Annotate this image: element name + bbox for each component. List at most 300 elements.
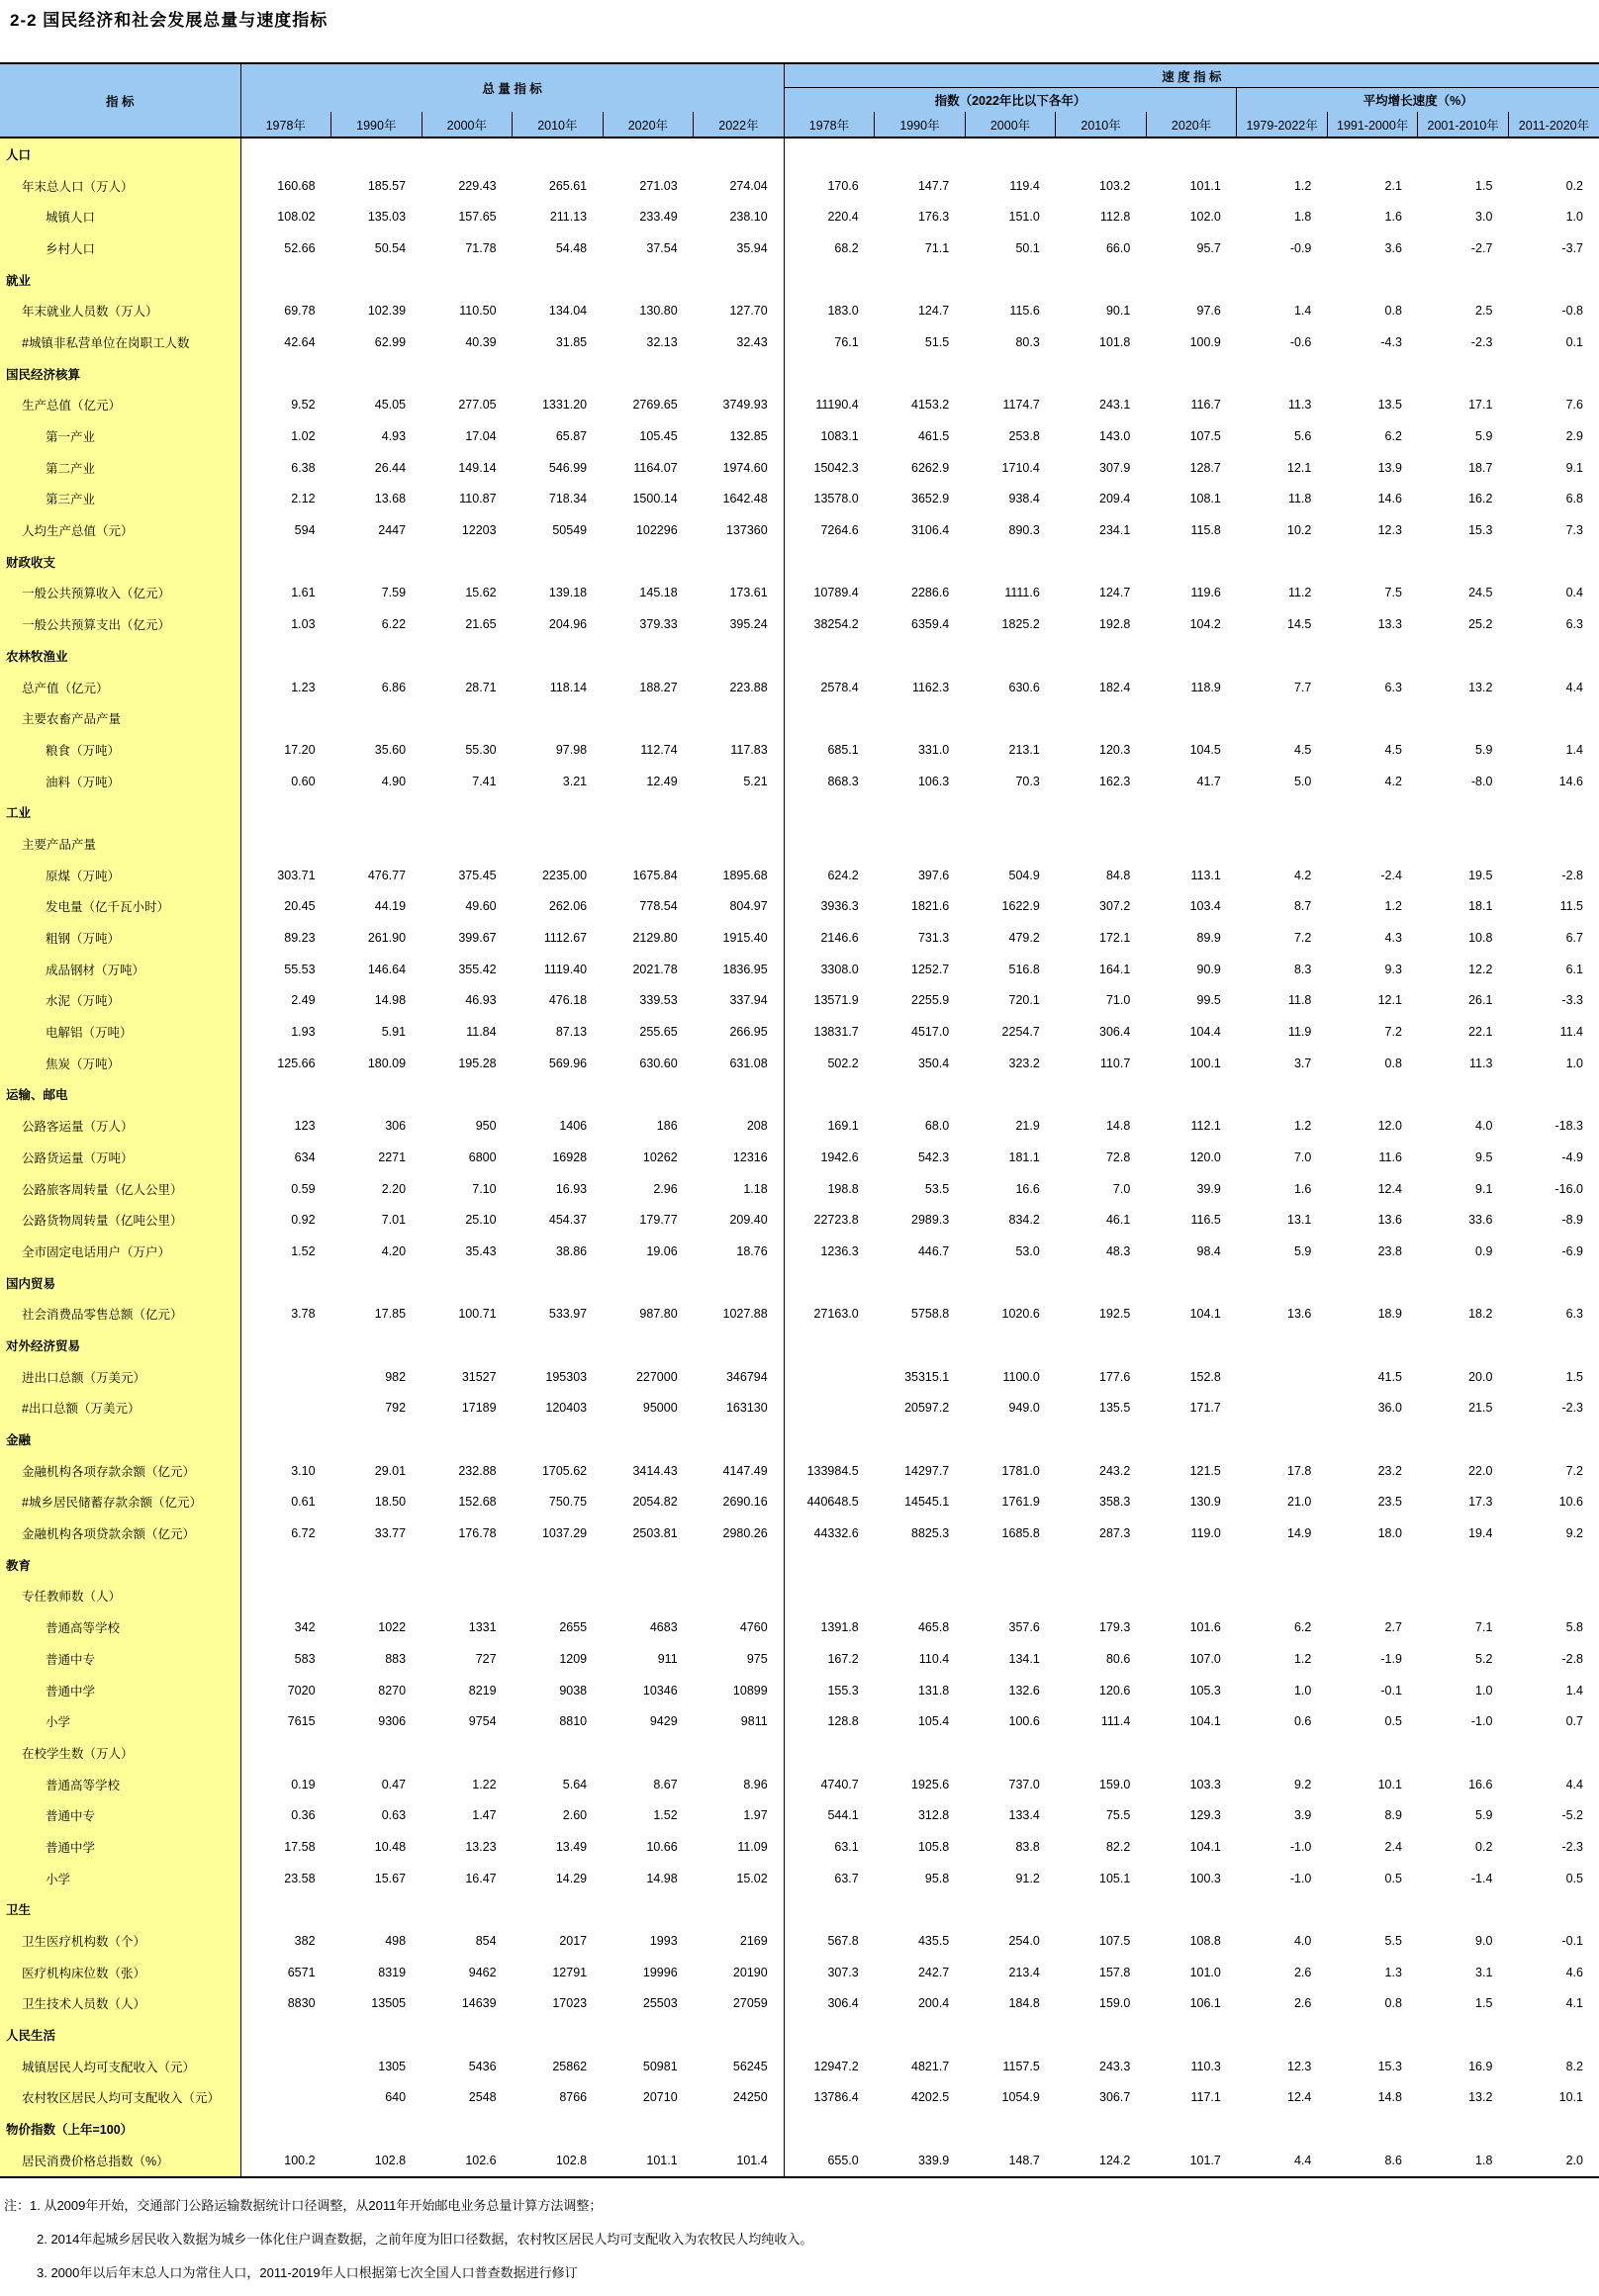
value-cell: 8270	[331, 1675, 423, 1706]
value-cell: 95000	[603, 1393, 694, 1424]
value-cell: 1.4	[1508, 734, 1599, 766]
value-cell: 11.2	[1237, 578, 1328, 609]
value-cell: 262.06	[513, 891, 604, 923]
value-cell: 1.5	[1508, 1361, 1599, 1393]
value-cell: 1500.14	[603, 484, 694, 515]
value-cell: 11.8	[1237, 985, 1328, 1017]
value-cell: 12.0	[1327, 1110, 1418, 1142]
indicator-label: 普通中学	[0, 1831, 240, 1863]
year-header: 2020年	[603, 112, 694, 138]
value-cell	[965, 2113, 1056, 2145]
value-cell: 7020	[240, 1675, 331, 1706]
value-cell: 938.4	[965, 484, 1056, 515]
value-cell: 5.9	[1418, 734, 1509, 766]
value-cell	[240, 358, 331, 390]
value-cell: 355.42	[422, 954, 513, 985]
value-cell: 3.1	[1418, 1957, 1509, 1988]
value-cell: 38.86	[513, 1236, 604, 1267]
value-cell: 10.1	[1508, 2082, 1599, 2114]
table-row	[0, 828, 1599, 860]
value-cell: 121.5	[1146, 1455, 1237, 1487]
value-cell: 50981	[603, 2051, 694, 2082]
value-cell: 14.5	[1237, 608, 1328, 640]
value-cell: 0.4	[1508, 578, 1599, 609]
value-cell: 7.0	[1237, 1142, 1328, 1173]
value-cell: 39.9	[1146, 1173, 1237, 1205]
value-cell	[1146, 796, 1237, 828]
value-cell: 4.4	[1508, 672, 1599, 703]
value-cell: 1.4	[1508, 1675, 1599, 1706]
value-cell: 13.5	[1327, 390, 1418, 421]
value-cell: 0.5	[1508, 1863, 1599, 1894]
value-cell: 0.92	[240, 1204, 331, 1236]
value-cell: 5436	[422, 2051, 513, 2082]
indicator-label: 年末总人口（万人）	[0, 170, 240, 202]
value-cell	[1327, 1079, 1418, 1111]
value-cell	[603, 1737, 694, 1769]
value-cell: -2.3	[1508, 1831, 1599, 1863]
value-cell: 137360	[694, 514, 785, 546]
value-cell	[1327, 1424, 1418, 1455]
value-cell	[784, 1393, 875, 1424]
value-cell: 1993	[603, 1925, 694, 1957]
value-cell	[694, 264, 785, 296]
value-cell	[1418, 1330, 1509, 1361]
value-cell: 2271	[331, 1142, 423, 1173]
value-cell: 13505	[331, 1988, 423, 2020]
value-cell: 16.6	[965, 1173, 1056, 1205]
table-row	[0, 2145, 1599, 2177]
value-cell: 13786.4	[784, 2082, 875, 2114]
value-cell: 25862	[513, 2051, 604, 2082]
value-cell: 5.64	[513, 1769, 604, 1800]
value-cell	[240, 828, 331, 860]
header-speed-group: 速 度 指 标	[784, 63, 1599, 88]
value-cell: 950	[422, 1110, 513, 1142]
value-cell: 229.43	[422, 170, 513, 202]
table-row	[0, 232, 1599, 264]
value-cell	[603, 1079, 694, 1111]
table-row	[0, 452, 1599, 484]
value-cell: 103.2	[1056, 170, 1147, 202]
value-cell: 4.20	[331, 1236, 423, 1267]
value-cell	[1508, 358, 1599, 390]
value-cell: 9462	[422, 1957, 513, 1988]
value-cell: 179.77	[603, 1204, 694, 1236]
value-cell: 4.5	[1237, 734, 1328, 766]
value-cell: 20710	[603, 2082, 694, 2114]
value-cell: 25503	[603, 1988, 694, 2020]
value-cell: 16.9	[1418, 2051, 1509, 2082]
value-cell: 949.0	[965, 1393, 1056, 1424]
value-cell: 2254.7	[965, 1016, 1056, 1048]
value-cell: 209.40	[694, 1204, 785, 1236]
value-cell: 24250	[694, 2082, 785, 2114]
value-cell	[603, 796, 694, 828]
value-cell	[1418, 358, 1509, 390]
value-cell: -0.1	[1508, 1925, 1599, 1957]
indicator-label: 成品钢材（万吨）	[0, 954, 240, 985]
value-cell	[1237, 1267, 1328, 1299]
value-cell: 5.2	[1418, 1643, 1509, 1675]
value-cell: 192.8	[1056, 608, 1147, 640]
value-cell	[1146, 828, 1237, 860]
value-cell: 2017	[513, 1925, 604, 1957]
value-cell	[784, 358, 875, 390]
value-cell: 11.3	[1237, 390, 1328, 421]
value-cell: 11.6	[1327, 1142, 1418, 1173]
table-row	[0, 1643, 1599, 1675]
indicator-label: 原煤（万吨）	[0, 860, 240, 891]
value-cell: 181.1	[965, 1142, 1056, 1173]
value-cell: 110.4	[875, 1643, 966, 1675]
value-cell	[965, 138, 1056, 170]
value-cell: 55.53	[240, 954, 331, 985]
value-cell: 112.74	[603, 734, 694, 766]
value-cell: 685.1	[784, 734, 875, 766]
value-cell	[603, 1894, 694, 1926]
value-cell: 68.0	[875, 1110, 966, 1142]
value-cell: 20190	[694, 1957, 785, 1988]
value-cell	[240, 1581, 331, 1612]
value-cell: -0.1	[1327, 1675, 1418, 1706]
value-cell: 11.8	[1237, 484, 1328, 515]
value-cell	[513, 1267, 604, 1299]
value-cell	[965, 1737, 1056, 1769]
value-cell: 533.97	[513, 1298, 604, 1330]
value-cell: 15.67	[331, 1863, 423, 1894]
value-cell	[422, 138, 513, 170]
indicator-label: 城镇人口	[0, 201, 240, 232]
value-cell	[1237, 358, 1328, 390]
value-cell: 395.24	[694, 608, 785, 640]
value-cell: 4.2	[1237, 860, 1328, 891]
value-cell: 8219	[422, 1675, 513, 1706]
value-cell: 397.6	[875, 860, 966, 891]
value-cell	[1327, 546, 1418, 578]
value-cell	[875, 796, 966, 828]
value-cell: 4740.7	[784, 1769, 875, 1800]
page-title: 2-2 国民经济和社会发展总量与速度指标	[10, 11, 329, 30]
value-cell: 18.7	[1418, 452, 1509, 484]
value-cell	[331, 1581, 423, 1612]
value-cell: 105.4	[875, 1705, 966, 1737]
value-cell: 65.87	[513, 420, 604, 452]
value-cell: 4.0	[1418, 1110, 1509, 1142]
value-cell: 110.87	[422, 484, 513, 515]
value-cell: 29.01	[331, 1455, 423, 1487]
table-row	[0, 1204, 1599, 1236]
value-cell: 128.7	[1146, 452, 1237, 484]
indicator-label: 社会消费品零售总额（亿元）	[0, 1298, 240, 1330]
indicator-label: 乡村人口	[0, 232, 240, 264]
value-cell: 0.9	[1418, 1236, 1509, 1267]
value-cell: 159.0	[1056, 1769, 1147, 1800]
value-cell: 655.0	[784, 2145, 875, 2177]
value-cell: 104.1	[1146, 1705, 1237, 1737]
value-cell: 111.4	[1056, 1705, 1147, 1737]
value-cell	[875, 546, 966, 578]
value-cell: 1.93	[240, 1016, 331, 1048]
table-row	[0, 1925, 1599, 1957]
value-cell: 18.2	[1418, 1298, 1509, 1330]
value-cell	[1056, 640, 1147, 672]
value-cell: 399.67	[422, 922, 513, 954]
indicator-label: 专任教师数（人）	[0, 1581, 240, 1612]
value-cell	[1418, 264, 1509, 296]
value-cell	[1327, 358, 1418, 390]
value-cell: 120.0	[1146, 1142, 1237, 1173]
value-cell	[965, 702, 1056, 734]
value-cell: -3.7	[1508, 232, 1599, 264]
category-row	[0, 264, 1599, 296]
value-cell	[603, 1267, 694, 1299]
value-cell: 103.3	[1146, 1769, 1237, 1800]
value-cell: 102.0	[1146, 201, 1237, 232]
value-cell: 2.0	[1508, 2145, 1599, 2177]
value-cell: 1164.07	[603, 452, 694, 484]
value-cell: 10262	[603, 1142, 694, 1173]
value-cell	[694, 640, 785, 672]
value-cell: 134.04	[513, 295, 604, 326]
value-cell: 718.34	[513, 484, 604, 515]
header-index-group: 指数（2022年比以下各年）	[784, 88, 1237, 113]
value-cell	[875, 358, 966, 390]
value-cell: 1111.6	[965, 578, 1056, 609]
value-cell: 41.5	[1327, 1361, 1418, 1393]
value-cell: 2.12	[240, 484, 331, 515]
value-cell: 200.4	[875, 1988, 966, 2020]
value-cell: 27059	[694, 1988, 785, 2020]
indicator-label: 粮食（万吨）	[0, 734, 240, 766]
value-cell: 46.1	[1056, 1204, 1147, 1236]
value-cell: 3308.0	[784, 954, 875, 985]
value-cell	[603, 1330, 694, 1361]
value-cell: 208	[694, 1110, 785, 1142]
value-cell	[240, 1079, 331, 1111]
value-cell: 188.27	[603, 672, 694, 703]
indicator-label: 工业	[0, 796, 240, 828]
table-row	[0, 766, 1599, 797]
value-cell: 1.2	[1327, 891, 1418, 923]
value-cell: 133984.5	[784, 1455, 875, 1487]
value-cell: 98.4	[1146, 1236, 1237, 1267]
value-cell	[1418, 546, 1509, 578]
value-cell: 274.04	[694, 170, 785, 202]
value-cell: 6.2	[1327, 420, 1418, 452]
value-cell: 1.8	[1418, 2145, 1509, 2177]
table-row	[0, 2082, 1599, 2114]
value-cell: 53.0	[965, 1236, 1056, 1267]
value-cell: 119.6	[1146, 578, 1237, 609]
value-cell: 143.0	[1056, 420, 1147, 452]
value-cell: 331.0	[875, 734, 966, 766]
value-cell	[603, 546, 694, 578]
value-cell: 211.13	[513, 201, 604, 232]
value-cell	[1146, 1737, 1237, 1769]
value-cell	[875, 138, 966, 170]
value-cell: 31527	[422, 1361, 513, 1393]
value-cell	[875, 1079, 966, 1111]
indicator-label: 第三产业	[0, 484, 240, 515]
value-cell: 49.60	[422, 891, 513, 923]
table-row	[0, 1517, 1599, 1549]
value-cell: 104.1	[1146, 1831, 1237, 1863]
value-cell: 435.5	[875, 1925, 966, 1957]
value-cell: 17.3	[1418, 1487, 1509, 1518]
value-cell: 0.60	[240, 766, 331, 797]
indicator-label: 卫生	[0, 1894, 240, 1926]
value-cell: 7.1	[1418, 1611, 1509, 1643]
value-cell: 1331.20	[513, 390, 604, 421]
value-cell: 9.2	[1508, 1517, 1599, 1549]
indicator-label: 人均生产总值（元）	[0, 514, 240, 546]
value-cell: 171.7	[1146, 1393, 1237, 1424]
value-cell: 20.0	[1418, 1361, 1509, 1393]
value-cell: -2.3	[1418, 326, 1509, 358]
category-row	[0, 1330, 1599, 1361]
value-cell: 69.78	[240, 295, 331, 326]
value-cell: 6262.9	[875, 452, 966, 484]
value-cell	[1237, 796, 1328, 828]
value-cell: 323.2	[965, 1048, 1056, 1079]
value-cell: 303.71	[240, 860, 331, 891]
value-cell: 546.99	[513, 452, 604, 484]
value-cell: 254.0	[965, 1925, 1056, 1957]
value-cell: 101.6	[1146, 1611, 1237, 1643]
value-cell: 4153.2	[875, 390, 966, 421]
value-cell: 15.62	[422, 578, 513, 609]
value-cell	[1418, 640, 1509, 672]
value-cell: 476.18	[513, 985, 604, 1017]
value-cell	[1146, 640, 1237, 672]
indicator-label: 总产值（亿元）	[0, 672, 240, 703]
value-cell	[875, 1549, 966, 1581]
value-cell: 8.67	[603, 1769, 694, 1800]
value-cell	[240, 1737, 331, 1769]
value-cell	[1237, 546, 1328, 578]
value-cell: 1.8	[1237, 201, 1328, 232]
value-cell: 3.21	[513, 766, 604, 797]
value-cell: 0.36	[240, 1799, 331, 1831]
value-cell: 854	[422, 1925, 513, 1957]
value-cell: 2054.82	[603, 1487, 694, 1518]
value-cell: 1.22	[422, 1769, 513, 1800]
value-cell: 180.09	[331, 1048, 423, 1079]
value-cell	[422, 2019, 513, 2051]
value-cell	[784, 1894, 875, 1926]
value-cell: 4.93	[331, 420, 423, 452]
indicator-label: 物价指数（上年=100）	[0, 2113, 240, 2145]
indicator-label: 公路货运量（万吨）	[0, 1142, 240, 1173]
value-cell: 804.97	[694, 891, 785, 923]
value-cell: 48.3	[1056, 1236, 1147, 1267]
value-cell: 0.19	[240, 1769, 331, 1800]
category-row	[0, 640, 1599, 672]
value-cell: 640	[331, 2082, 423, 2114]
value-cell: 1.18	[694, 1173, 785, 1205]
value-cell: 2.5	[1418, 295, 1509, 326]
value-cell: 11.3	[1418, 1048, 1509, 1079]
value-cell	[965, 264, 1056, 296]
value-cell: 223.88	[694, 672, 785, 703]
value-cell: 170.6	[784, 170, 875, 202]
value-cell: 71.0	[1056, 985, 1147, 1017]
value-cell: 0.8	[1327, 1048, 1418, 1079]
value-cell: 12791	[513, 1957, 604, 1988]
value-cell: 42.64	[240, 326, 331, 358]
value-cell: 271.03	[603, 170, 694, 202]
value-cell	[1327, 1330, 1418, 1361]
value-cell: 102.6	[422, 2145, 513, 2177]
value-cell	[1327, 1549, 1418, 1581]
value-cell: 2769.65	[603, 390, 694, 421]
indicator-label: #出口总额（万美元）	[0, 1393, 240, 1424]
value-cell: 179.3	[1056, 1611, 1147, 1643]
value-cell	[694, 1737, 785, 1769]
value-cell: 0.6	[1237, 1705, 1328, 1737]
value-cell: 1.03	[240, 608, 331, 640]
value-cell: -8.9	[1508, 1204, 1599, 1236]
value-cell	[965, 1079, 1056, 1111]
value-cell: 7.2	[1327, 1016, 1418, 1048]
value-cell: 306.7	[1056, 2082, 1147, 2114]
value-cell: 32.43	[694, 326, 785, 358]
value-cell: 32.13	[603, 326, 694, 358]
value-cell	[1056, 828, 1147, 860]
value-cell: 115.8	[1146, 514, 1237, 546]
value-cell: 255.65	[603, 1016, 694, 1048]
indicator-label: 国民经济核算	[0, 358, 240, 390]
value-cell: 4.2	[1327, 766, 1418, 797]
value-cell: 13.1	[1237, 1204, 1328, 1236]
value-cell: 6800	[422, 1142, 513, 1173]
value-cell: 461.5	[875, 420, 966, 452]
value-cell: 148.7	[965, 2145, 1056, 2177]
value-cell: 16.47	[422, 1863, 513, 1894]
value-cell: 1821.6	[875, 891, 966, 923]
value-cell	[422, 546, 513, 578]
year-header: 2022年	[694, 112, 785, 138]
value-cell: 14.6	[1508, 766, 1599, 797]
value-cell: 26.44	[331, 452, 423, 484]
table-row	[0, 1769, 1599, 1800]
value-cell	[1327, 702, 1418, 734]
value-cell: 357.6	[965, 1611, 1056, 1643]
value-cell: 127.70	[694, 295, 785, 326]
value-cell	[422, 264, 513, 296]
value-cell: 25.2	[1418, 608, 1509, 640]
value-cell	[1508, 1330, 1599, 1361]
value-cell	[875, 2019, 966, 2051]
value-cell: 1209	[513, 1643, 604, 1675]
value-cell	[1237, 1549, 1328, 1581]
footnote-3: 3. 2000年以后年末总人口为常住人口，2011-2019年人口根据第七次全国人口普查数据进行修订	[37, 2265, 578, 2280]
value-cell	[513, 828, 604, 860]
value-cell: 163130	[694, 1393, 785, 1424]
value-cell	[331, 640, 423, 672]
value-cell: 2255.9	[875, 985, 966, 1017]
value-cell: 101.8	[1056, 326, 1147, 358]
value-cell	[875, 828, 966, 860]
value-cell: 50.1	[965, 232, 1056, 264]
value-cell	[422, 358, 513, 390]
value-cell	[1237, 828, 1328, 860]
value-cell	[694, 1330, 785, 1361]
value-cell: 1.6	[1237, 1173, 1328, 1205]
value-cell: 70.3	[965, 766, 1056, 797]
indicator-label: 金融机构各项贷款余额（亿元）	[0, 1517, 240, 1549]
